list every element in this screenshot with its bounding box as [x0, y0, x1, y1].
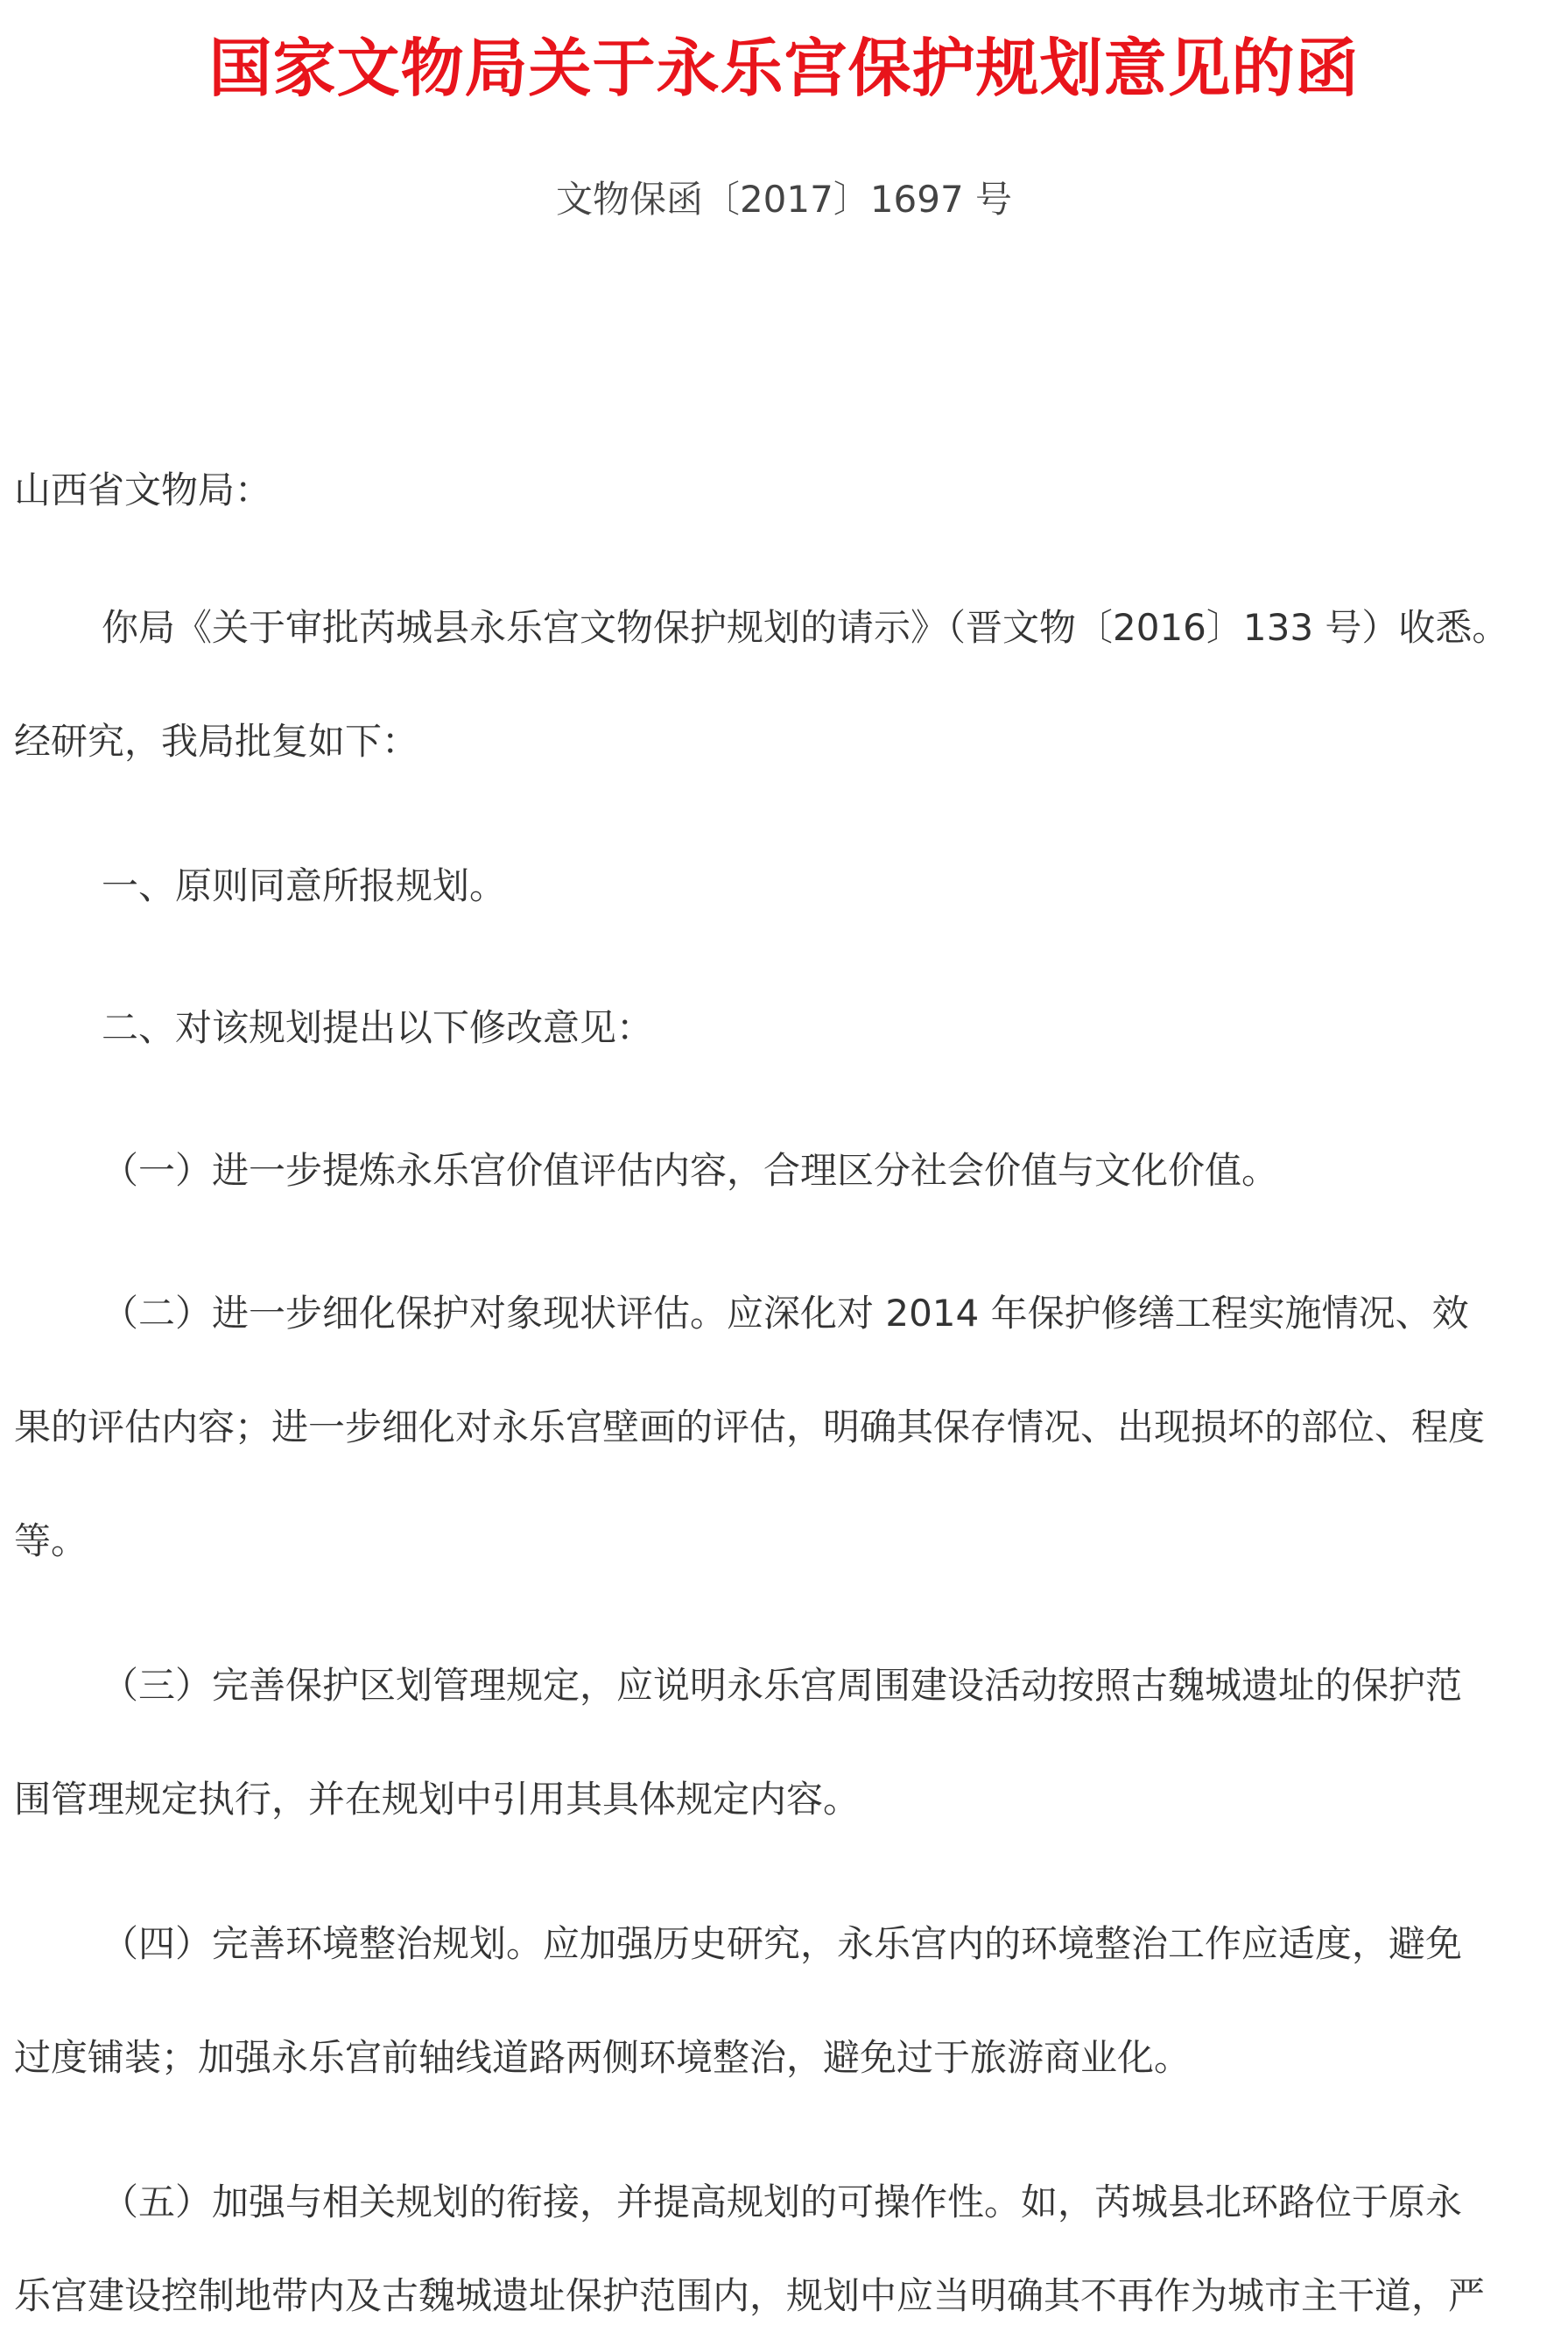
subitem-2-line-3: 等。: [14, 1519, 88, 1562]
subitem-5-line-2: 乐宫建设控制地带内及古魏城遗址保护范围内，规划中应当明确其不再作为城市主干道，严: [14, 2274, 1486, 2317]
document-title: 国家文物局关于永乐宫保护规划意见的函: [208, 32, 1360, 105]
document-number: 文物保函〔2017〕1697 号: [555, 178, 1013, 221]
subitem-5-line-1: （五）加强与相关规划的衔接，并提高规划的可操作性。如，芮城县北环路位于原永: [102, 2181, 1463, 2223]
salutation: 山西省文物局：: [14, 469, 272, 511]
paragraph-line-request: 你局《关于审批芮城县永乐宫文物保护规划的请示》（晋文物〔2016〕133 号）收悉。: [102, 606, 1509, 649]
item-2-heading: 二、对该规划提出以下修改意见：: [102, 1006, 654, 1049]
subitem-3-line-2: 围管理规定执行，并在规划中引用其具体规定内容。: [14, 1778, 861, 1821]
subitem-2-line-1: （二）进一步细化保护对象现状评估。应深化对 2014 年保护修缮工程实施情况、效: [102, 1292, 1469, 1335]
subitem-4-line-2: 过度铺装；加强永乐宫前轴线道路两侧环境整治，避免过于旅游商业化。: [14, 2036, 1192, 2079]
item-1-approval: 一、原则同意所报规划。: [102, 864, 507, 907]
paragraph-line-reply: 经研究，我局批复如下：: [14, 720, 419, 763]
subitem-3-line-1: （三）完善保护区划管理规定，应说明永乐宫周围建设活动按照古魏城遗址的保护范: [102, 1664, 1463, 1707]
subitem-4-line-1: （四）完善环境整治规划。应加强历史研究，永乐宫内的环境整治工作应适度，避免: [102, 1922, 1463, 1965]
subitem-2-line-2: 果的评估内容；进一步细化对永乐宫壁画的评估，明确其保存情况、出现损坏的部位、程度: [14, 1406, 1486, 1448]
subitem-1: （一）进一步提炼永乐宫价值评估内容，合理区分社会价值与文化价值。: [102, 1149, 1279, 1192]
